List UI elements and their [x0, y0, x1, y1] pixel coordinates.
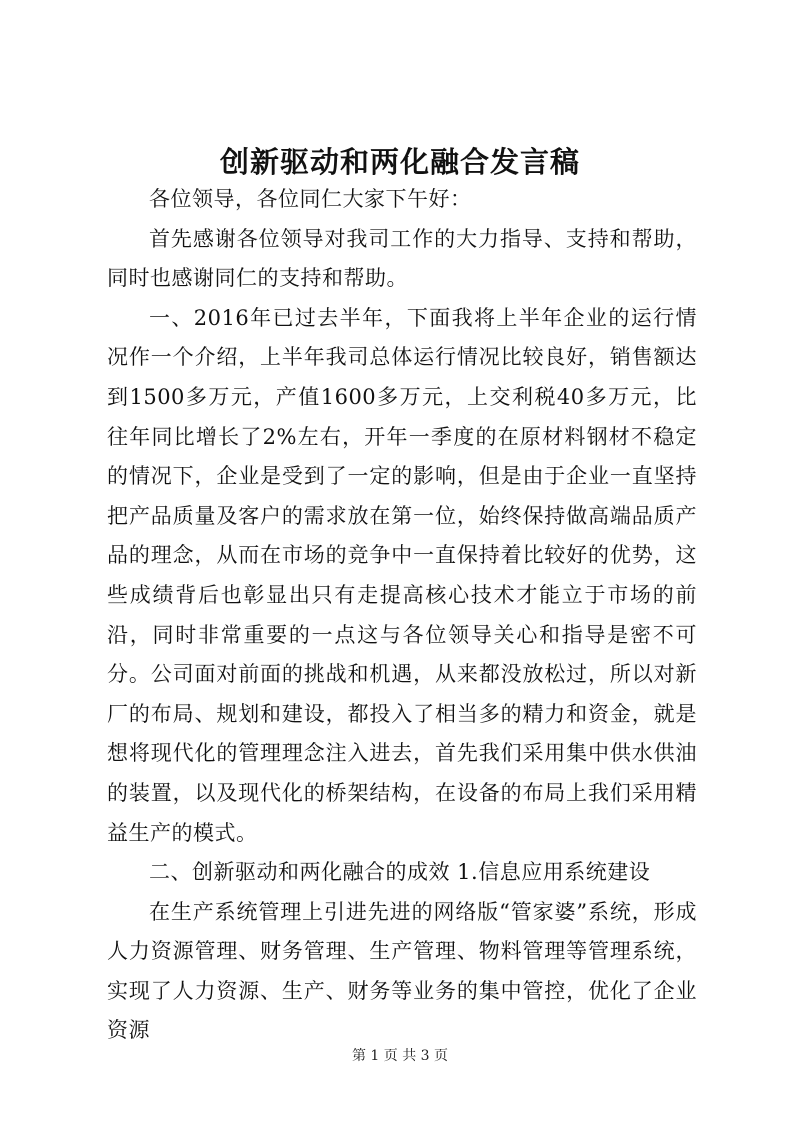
- page-title: 创新驱动和两化融合发言稿: [219, 145, 580, 179]
- document-body: [107, 180, 697, 1051]
- paragraph-system-management: 在生产系统管理上引进先进的网络版“管家婆”系统，形成人力资源管理、财务管理、生产管理、物料管理等管理系统，实现了人力资源、生产、财务等业务的集中管控，优化了企业资源: [107, 899, 697, 1043]
- paragraph-section-one: 一、2016年已过去半年，下面我将上半年企业的运行情况作一个介绍，上半年我司总体运行情况比较良好，销售额达到1500多万元，产值1600多万元，上交利税40多万元，比往年同比增长了2%左右，开年一季度的在原材料钢材不稳定的情况下，企业是受到了一定的影响，但是由于企业一直坚持把产品质量及客户的需求放在第一位，始终保持做高端品质产品的理念，从而在市场的竞争中一直保持着比较好的优势，这些成绩背后也彰显出只有走提高核心技术才能立于市场的前沿，同时非常重要的一点这与各位领导关心和指导是密不可分。公司面对前面的挑战和机遇，从来都没放松过，所以对新厂的布局、规划和建设，都投入了相当多的精力和资金，就是想将现代化的管理理念注入进去，首先我们采用集中供水供油的装置，以及现代化的桥架结构，在设备的布局上我们采用精益生产的模式。: [107, 305, 697, 845]
- page-number-footer: 第 1 页 共 3 页: [351, 1048, 449, 1064]
- paragraph-thanks: 首先感谢各位领导对我司工作的大力指导、支持和帮助，同时也感谢同仁的支持和帮助。: [107, 226, 697, 291]
- paragraph-greeting: 各位领导，各位同仁大家下午好：: [149, 187, 472, 211]
- paragraph-section-two-heading: 二、创新驱动和两化融合的成效 1.信息应用系统建设: [149, 860, 651, 885]
